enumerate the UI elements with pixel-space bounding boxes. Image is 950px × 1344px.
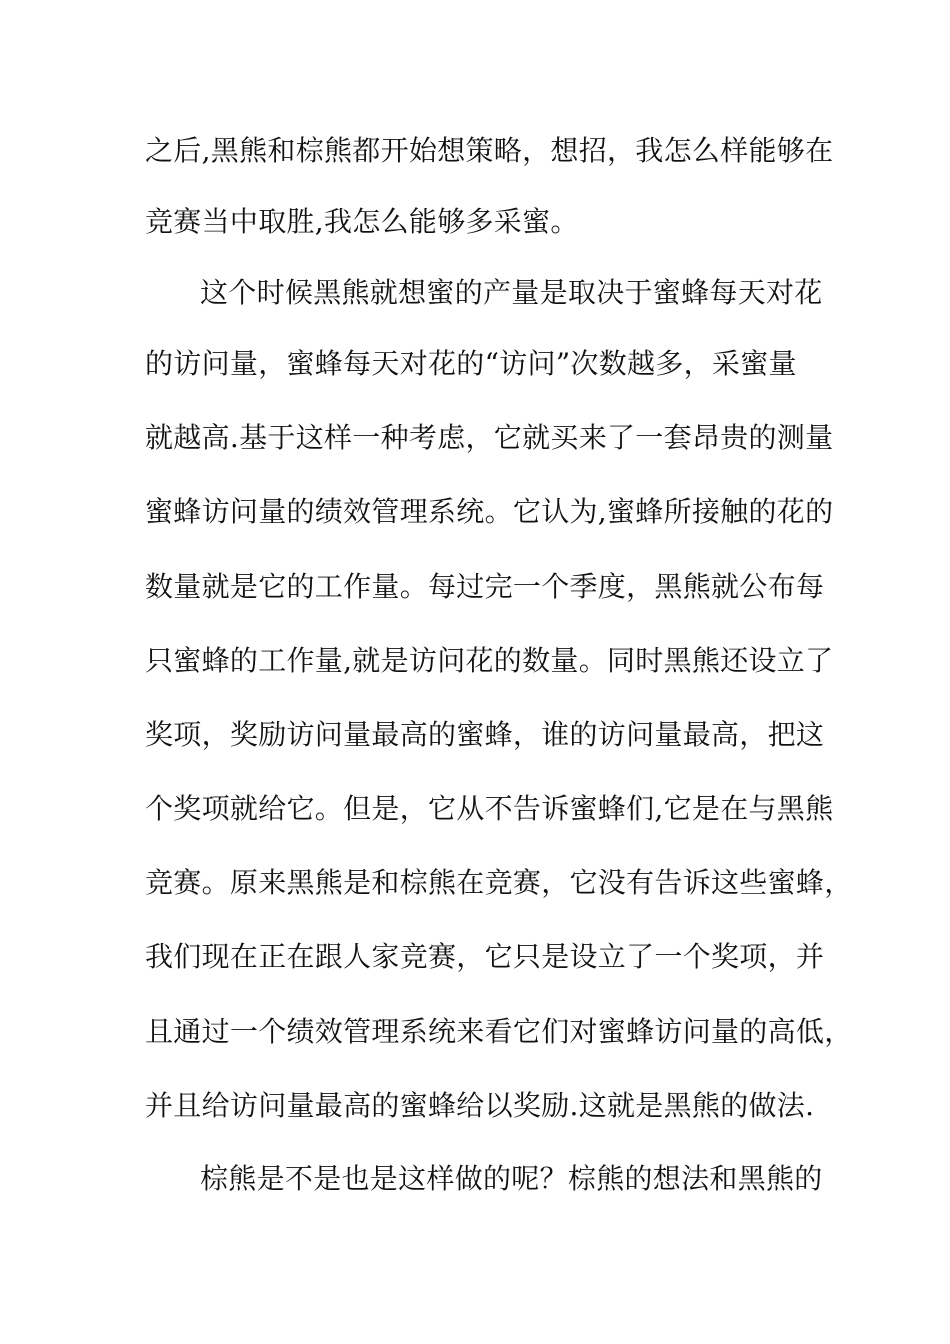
text-line: 就越高.基于这样一种考虑，它就买来了一套昂贵的测量 [145, 421, 834, 454]
text-line: 并且给访问量最高的蜜蜂给以奖励.这就是黑熊的做法. [145, 1089, 815, 1122]
text-line: 蜜蜂访问量的绩效管理系统。它认为,蜜蜂所接触的花的 [145, 495, 834, 528]
text-line: 我们现在正在跟人家竞赛，它只是设立了一个奖项，并 [145, 940, 825, 973]
text-line: 之后,黑熊和棕熊都开始想策略，想招，我怎么样能够在 [145, 134, 834, 167]
text-line: 竞赛。原来黑熊是和棕熊在竞赛，它没有告诉这些蜜蜂， [145, 866, 853, 899]
text-line: 竞赛当中取胜,我怎么能够多采蜜。 [145, 205, 579, 238]
paragraph-start-line: 这个时候黑熊就想蜜的产量是取决于蜜蜂每天对花 [200, 276, 823, 309]
text-line: 奖项，奖励访问量最高的蜜蜂，谁的访问量最高，把这 [145, 718, 825, 751]
text-line: 个奖项就给它。但是，它从不告诉蜜蜂们,它是在与黑熊 [145, 792, 834, 825]
paragraph-start-line: 棕熊是不是也是这样做的呢？棕熊的想法和黑熊的 [200, 1162, 823, 1195]
text-line: 且通过一个绩效管理系统来看它们对蜜蜂访问量的高低， [145, 1015, 853, 1048]
text-line: 只蜜蜂的工作量,就是访问花的数量。同时黑熊还设立了 [145, 644, 834, 677]
text-line: 数量就是它的工作量。每过完一个季度，黑熊就公布每 [145, 570, 825, 603]
text-line: 的访问量，蜜蜂每天对花的“访问”次数越多，采蜜量 [145, 347, 797, 380]
